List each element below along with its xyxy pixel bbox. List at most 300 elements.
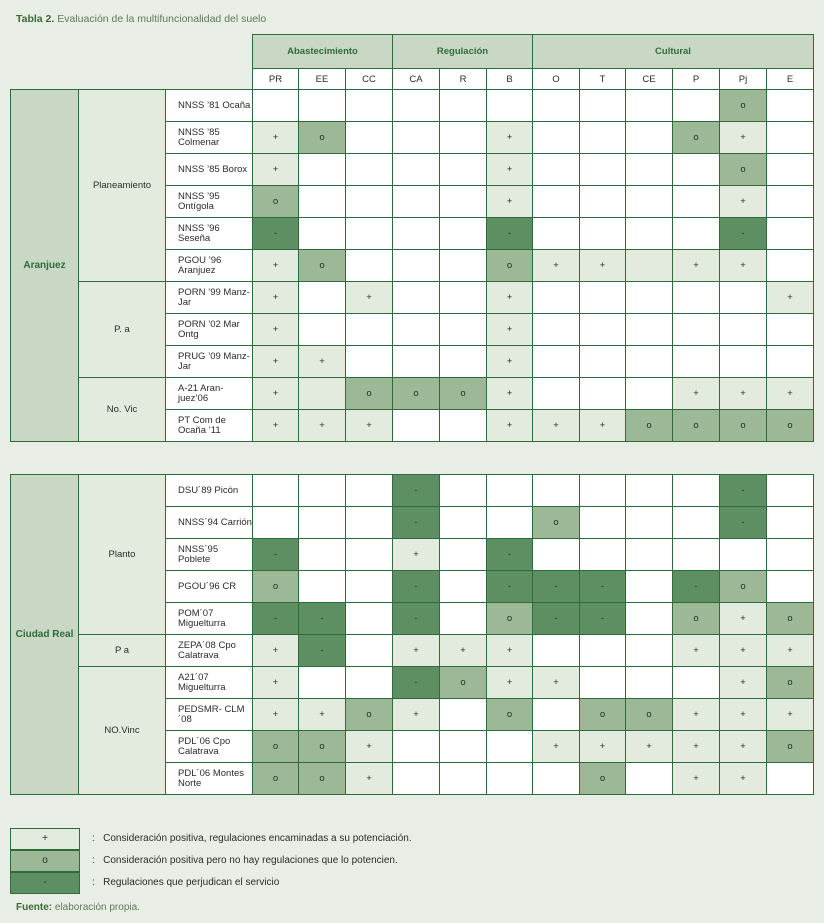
value-cell [626,571,673,603]
col-header: CE [626,69,673,90]
value-cell [673,314,720,346]
value-cell: + [393,699,440,731]
value-cell: o [440,667,487,699]
ciudad-real-table [10,474,814,795]
value-cell: o [580,763,626,795]
value-cell [673,90,720,122]
value-cell [626,250,673,282]
legend-swatch-plus: + [10,828,80,850]
value-cell: + [487,154,533,186]
value-cell: + [767,282,814,314]
value-cell: + [487,410,533,442]
group-cultural: Cultural [533,35,814,69]
aranjuez-table [10,34,814,442]
value-cell: - [533,571,580,603]
table-row [11,475,814,507]
table-row [11,90,814,122]
value-cell [299,90,346,122]
value-cell: + [580,410,626,442]
value-cell [626,603,673,635]
value-cell [533,635,580,667]
value-cell: + [346,763,393,795]
value-cell: o [487,250,533,282]
plan-name: PDL´06 Montes Norte [166,763,253,795]
value-cell: + [487,667,533,699]
value-cell [626,314,673,346]
value-cell [299,186,346,218]
value-cell [673,475,720,507]
value-cell [767,314,814,346]
value-cell [299,571,346,603]
value-cell [346,667,393,699]
value-cell [626,218,673,250]
value-cell [440,699,487,731]
value-cell [626,507,673,539]
value-cell: + [253,122,299,154]
plan-name: ZEPA´08 Cpo Calatrava [166,635,253,667]
col-header: B [487,69,533,90]
plan-name: NNSS ’96 Seseña [166,218,253,250]
value-cell [393,122,440,154]
value-cell [440,603,487,635]
value-cell [253,507,299,539]
value-cell [393,346,440,378]
value-cell: + [533,731,580,763]
value-cell [440,539,487,571]
value-cell [767,763,814,795]
value-cell: + [393,635,440,667]
plan-name: NNSS ’85 Colmenar [166,122,253,154]
value-cell: - [580,571,626,603]
value-cell: + [393,539,440,571]
value-cell [393,763,440,795]
value-cell [346,507,393,539]
value-cell: - [299,635,346,667]
value-cell: + [487,122,533,154]
value-cell: + [720,122,767,154]
value-cell [440,763,487,795]
value-cell: - [720,475,767,507]
value-cell [533,699,580,731]
value-cell [346,218,393,250]
value-cell [346,186,393,218]
value-cell [299,378,346,410]
value-cell [440,90,487,122]
plan-name: PEDSMR- CLM´08 [166,699,253,731]
value-cell: + [487,346,533,378]
value-cell [580,90,626,122]
value-cell: + [253,699,299,731]
value-cell [440,282,487,314]
value-cell [393,218,440,250]
value-cell [346,635,393,667]
value-cell [299,539,346,571]
source-label: Fuente: [16,902,53,913]
value-cell [533,122,580,154]
value-cell [673,154,720,186]
value-cell: - [720,218,767,250]
value-cell: + [673,699,720,731]
value-cell: + [720,378,767,410]
value-cell [580,667,626,699]
plan-name: PGOU´96 CR [166,571,253,603]
value-cell: o [673,603,720,635]
value-cell [580,507,626,539]
value-cell: + [346,731,393,763]
value-cell [767,154,814,186]
value-cell: - [487,539,533,571]
legend-swatch-minus: - [10,872,80,894]
value-cell: o [440,378,487,410]
group-regulacion: Regulación [393,35,533,69]
section-label: NO.Vinc [79,667,166,795]
value-cell [533,90,580,122]
value-cell [673,667,720,699]
value-cell: o [346,378,393,410]
value-cell: + [299,410,346,442]
header-blank [11,69,253,90]
col-header: O [533,69,580,90]
value-cell: o [299,122,346,154]
value-cell [673,507,720,539]
value-cell: + [673,378,720,410]
value-cell: - [393,475,440,507]
value-cell [440,154,487,186]
value-cell [346,250,393,282]
value-cell [580,635,626,667]
value-cell: o [253,731,299,763]
value-cell: o [580,699,626,731]
value-cell: o [487,699,533,731]
plan-name: NNSS ’95 Ontígola [166,186,253,218]
value-cell: + [767,378,814,410]
value-cell [767,539,814,571]
value-cell [393,282,440,314]
value-cell [440,475,487,507]
value-cell [767,346,814,378]
value-cell [626,378,673,410]
value-cell: o [626,410,673,442]
value-cell: o [253,763,299,795]
value-cell: o [346,699,393,731]
value-cell [580,539,626,571]
value-cell [533,186,580,218]
value-cell: + [720,250,767,282]
value-cell: + [673,635,720,667]
value-cell: + [253,378,299,410]
value-cell [440,314,487,346]
value-cell [580,346,626,378]
value-cell [299,314,346,346]
col-header: E [767,69,814,90]
value-cell [440,346,487,378]
value-cell: o [720,90,767,122]
value-cell [626,635,673,667]
plan-name: DSU´89 Picón [166,475,253,507]
value-cell: + [626,731,673,763]
value-cell [533,346,580,378]
value-cell [626,122,673,154]
value-cell [673,346,720,378]
plan-name: NNSS´95 Poblete [166,539,253,571]
plan-name: PT Com de Ocaña ’11 [166,410,253,442]
value-cell: + [533,667,580,699]
source-note [16,902,140,913]
value-cell: - [393,571,440,603]
value-cell [346,603,393,635]
value-cell: + [253,282,299,314]
plan-name: PGOU ’96 Aranjuez [166,250,253,282]
source-text: elaboración propia. [54,902,140,913]
value-cell: - [393,507,440,539]
value-cell: + [673,731,720,763]
value-cell [393,410,440,442]
value-cell: - [580,603,626,635]
value-cell [299,507,346,539]
section-label: P. a [79,282,166,378]
value-cell: + [346,410,393,442]
plan-name: PRUG ’09 Manz-Jar [166,346,253,378]
value-cell [580,378,626,410]
header-blank [11,35,253,69]
legend-text: : Consideración positiva, regulaciones encaminadas a su potenciación. [92,833,412,844]
value-cell [626,667,673,699]
value-cell [580,218,626,250]
value-cell [626,154,673,186]
legend-text: : Consideración positiva pero no hay regulaciones que lo potencien. [92,855,398,866]
value-cell [580,122,626,154]
value-cell [626,282,673,314]
plan-name: NNSS ’81 Ocaña [166,90,253,122]
value-cell [626,539,673,571]
value-cell: o [299,763,346,795]
value-cell [393,90,440,122]
value-cell [767,507,814,539]
table-row [11,667,814,699]
value-cell: o [720,571,767,603]
value-cell [767,571,814,603]
table-title [16,13,266,25]
value-cell: o [393,378,440,410]
value-cell [299,475,346,507]
col-header: Pj [720,69,767,90]
value-cell [720,346,767,378]
value-cell [346,539,393,571]
value-cell [346,154,393,186]
value-cell: + [673,250,720,282]
value-cell [440,731,487,763]
value-cell: o [720,410,767,442]
value-cell: + [487,378,533,410]
value-cell [393,186,440,218]
table-row [11,378,814,410]
value-cell: o [767,667,814,699]
value-cell [393,731,440,763]
table-row [11,635,814,667]
value-cell: o [299,731,346,763]
value-cell [580,154,626,186]
value-cell [580,475,626,507]
plan-name: A21´07 Miguelturra [166,667,253,699]
region-label: Ciudad Real [11,475,79,795]
value-cell [346,571,393,603]
value-cell [626,186,673,218]
value-cell: o [767,603,814,635]
value-cell: o [767,410,814,442]
value-cell: - [487,571,533,603]
plan-name: NNSS´94 Carrión [166,507,253,539]
plan-name: PORN ’99 Manz-Jar [166,282,253,314]
plan-name: POM´07 Miguelturra [166,603,253,635]
value-cell: o [487,603,533,635]
value-cell: + [720,186,767,218]
legend-text: : Regulaciones que perjudican el servicio [92,877,280,888]
value-cell: - [253,603,299,635]
value-cell: + [720,731,767,763]
value-cell: + [487,314,533,346]
value-cell [720,539,767,571]
value-cell: + [253,667,299,699]
value-cell [673,186,720,218]
value-cell [533,378,580,410]
value-cell [346,122,393,154]
value-cell [487,475,533,507]
value-cell [673,282,720,314]
region-label: Aranjuez [11,90,79,442]
value-cell: + [580,731,626,763]
value-cell [720,314,767,346]
value-cell: + [253,250,299,282]
value-cell [487,90,533,122]
value-cell: - [673,571,720,603]
value-cell: - [720,507,767,539]
value-cell [533,218,580,250]
value-cell [346,475,393,507]
value-cell [487,507,533,539]
value-cell: + [533,410,580,442]
table-caption: Evaluación de la multifuncionalidad del suelo [57,13,267,25]
value-cell: + [253,346,299,378]
value-cell: + [720,635,767,667]
value-cell [299,154,346,186]
value-cell: + [720,699,767,731]
value-cell: o [626,699,673,731]
value-cell [487,731,533,763]
value-cell [626,475,673,507]
value-cell: o [299,250,346,282]
value-cell [767,218,814,250]
value-cell: + [720,667,767,699]
value-cell [299,218,346,250]
group-abastecimiento: Abastecimiento [253,35,393,69]
plan-name: PDL´06 Cpo Calatrava [166,731,253,763]
value-cell: + [487,635,533,667]
value-cell [393,250,440,282]
value-cell [767,250,814,282]
value-cell [533,282,580,314]
section-label: P a [79,635,166,667]
plan-name: PORN ’02 Mar Ontg [166,314,253,346]
value-cell [580,282,626,314]
value-cell [299,667,346,699]
value-cell: + [299,346,346,378]
value-cell [580,186,626,218]
value-cell [253,90,299,122]
value-cell [346,90,393,122]
value-cell [720,282,767,314]
value-cell: + [673,763,720,795]
section-label: Planeamiento [79,90,166,282]
value-cell: o [673,122,720,154]
value-cell [440,250,487,282]
value-cell: - [253,218,299,250]
value-cell [673,539,720,571]
legend-swatch-o: o [10,850,80,872]
value-cell: + [253,314,299,346]
value-cell [533,539,580,571]
value-cell: - [393,603,440,635]
value-cell [440,410,487,442]
value-cell [626,346,673,378]
value-cell: + [253,410,299,442]
value-cell [299,282,346,314]
value-cell: o [720,154,767,186]
value-cell: o [533,507,580,539]
value-cell [440,122,487,154]
value-cell [533,475,580,507]
value-cell [440,218,487,250]
value-cell [393,314,440,346]
value-cell: o [253,186,299,218]
col-header: CA [393,69,440,90]
value-cell [626,90,673,122]
value-cell [440,186,487,218]
table-number: Tabla 2. [16,13,55,25]
value-cell [673,218,720,250]
value-cell: + [253,635,299,667]
section-label: Planto [79,475,166,635]
value-cell: + [487,186,533,218]
value-cell [253,475,299,507]
value-cell [626,763,673,795]
value-cell [767,186,814,218]
plan-name: NNSS ’85 Borox [166,154,253,186]
value-cell [767,475,814,507]
value-cell: + [720,603,767,635]
value-cell: + [720,763,767,795]
value-cell: + [533,250,580,282]
value-cell: o [673,410,720,442]
value-cell [487,763,533,795]
value-cell: o [253,571,299,603]
value-cell [440,507,487,539]
plan-name: A-21 Aran- juez’06 [166,378,253,410]
col-header: R [440,69,487,90]
col-header: P [673,69,720,90]
value-cell [533,314,580,346]
value-cell: + [253,154,299,186]
value-cell [767,122,814,154]
value-cell: - [533,603,580,635]
value-cell [533,154,580,186]
col-header: EE [299,69,346,90]
value-cell [393,154,440,186]
value-cell: o [767,731,814,763]
value-cell [533,763,580,795]
value-cell [346,314,393,346]
value-cell: + [440,635,487,667]
value-cell: + [299,699,346,731]
